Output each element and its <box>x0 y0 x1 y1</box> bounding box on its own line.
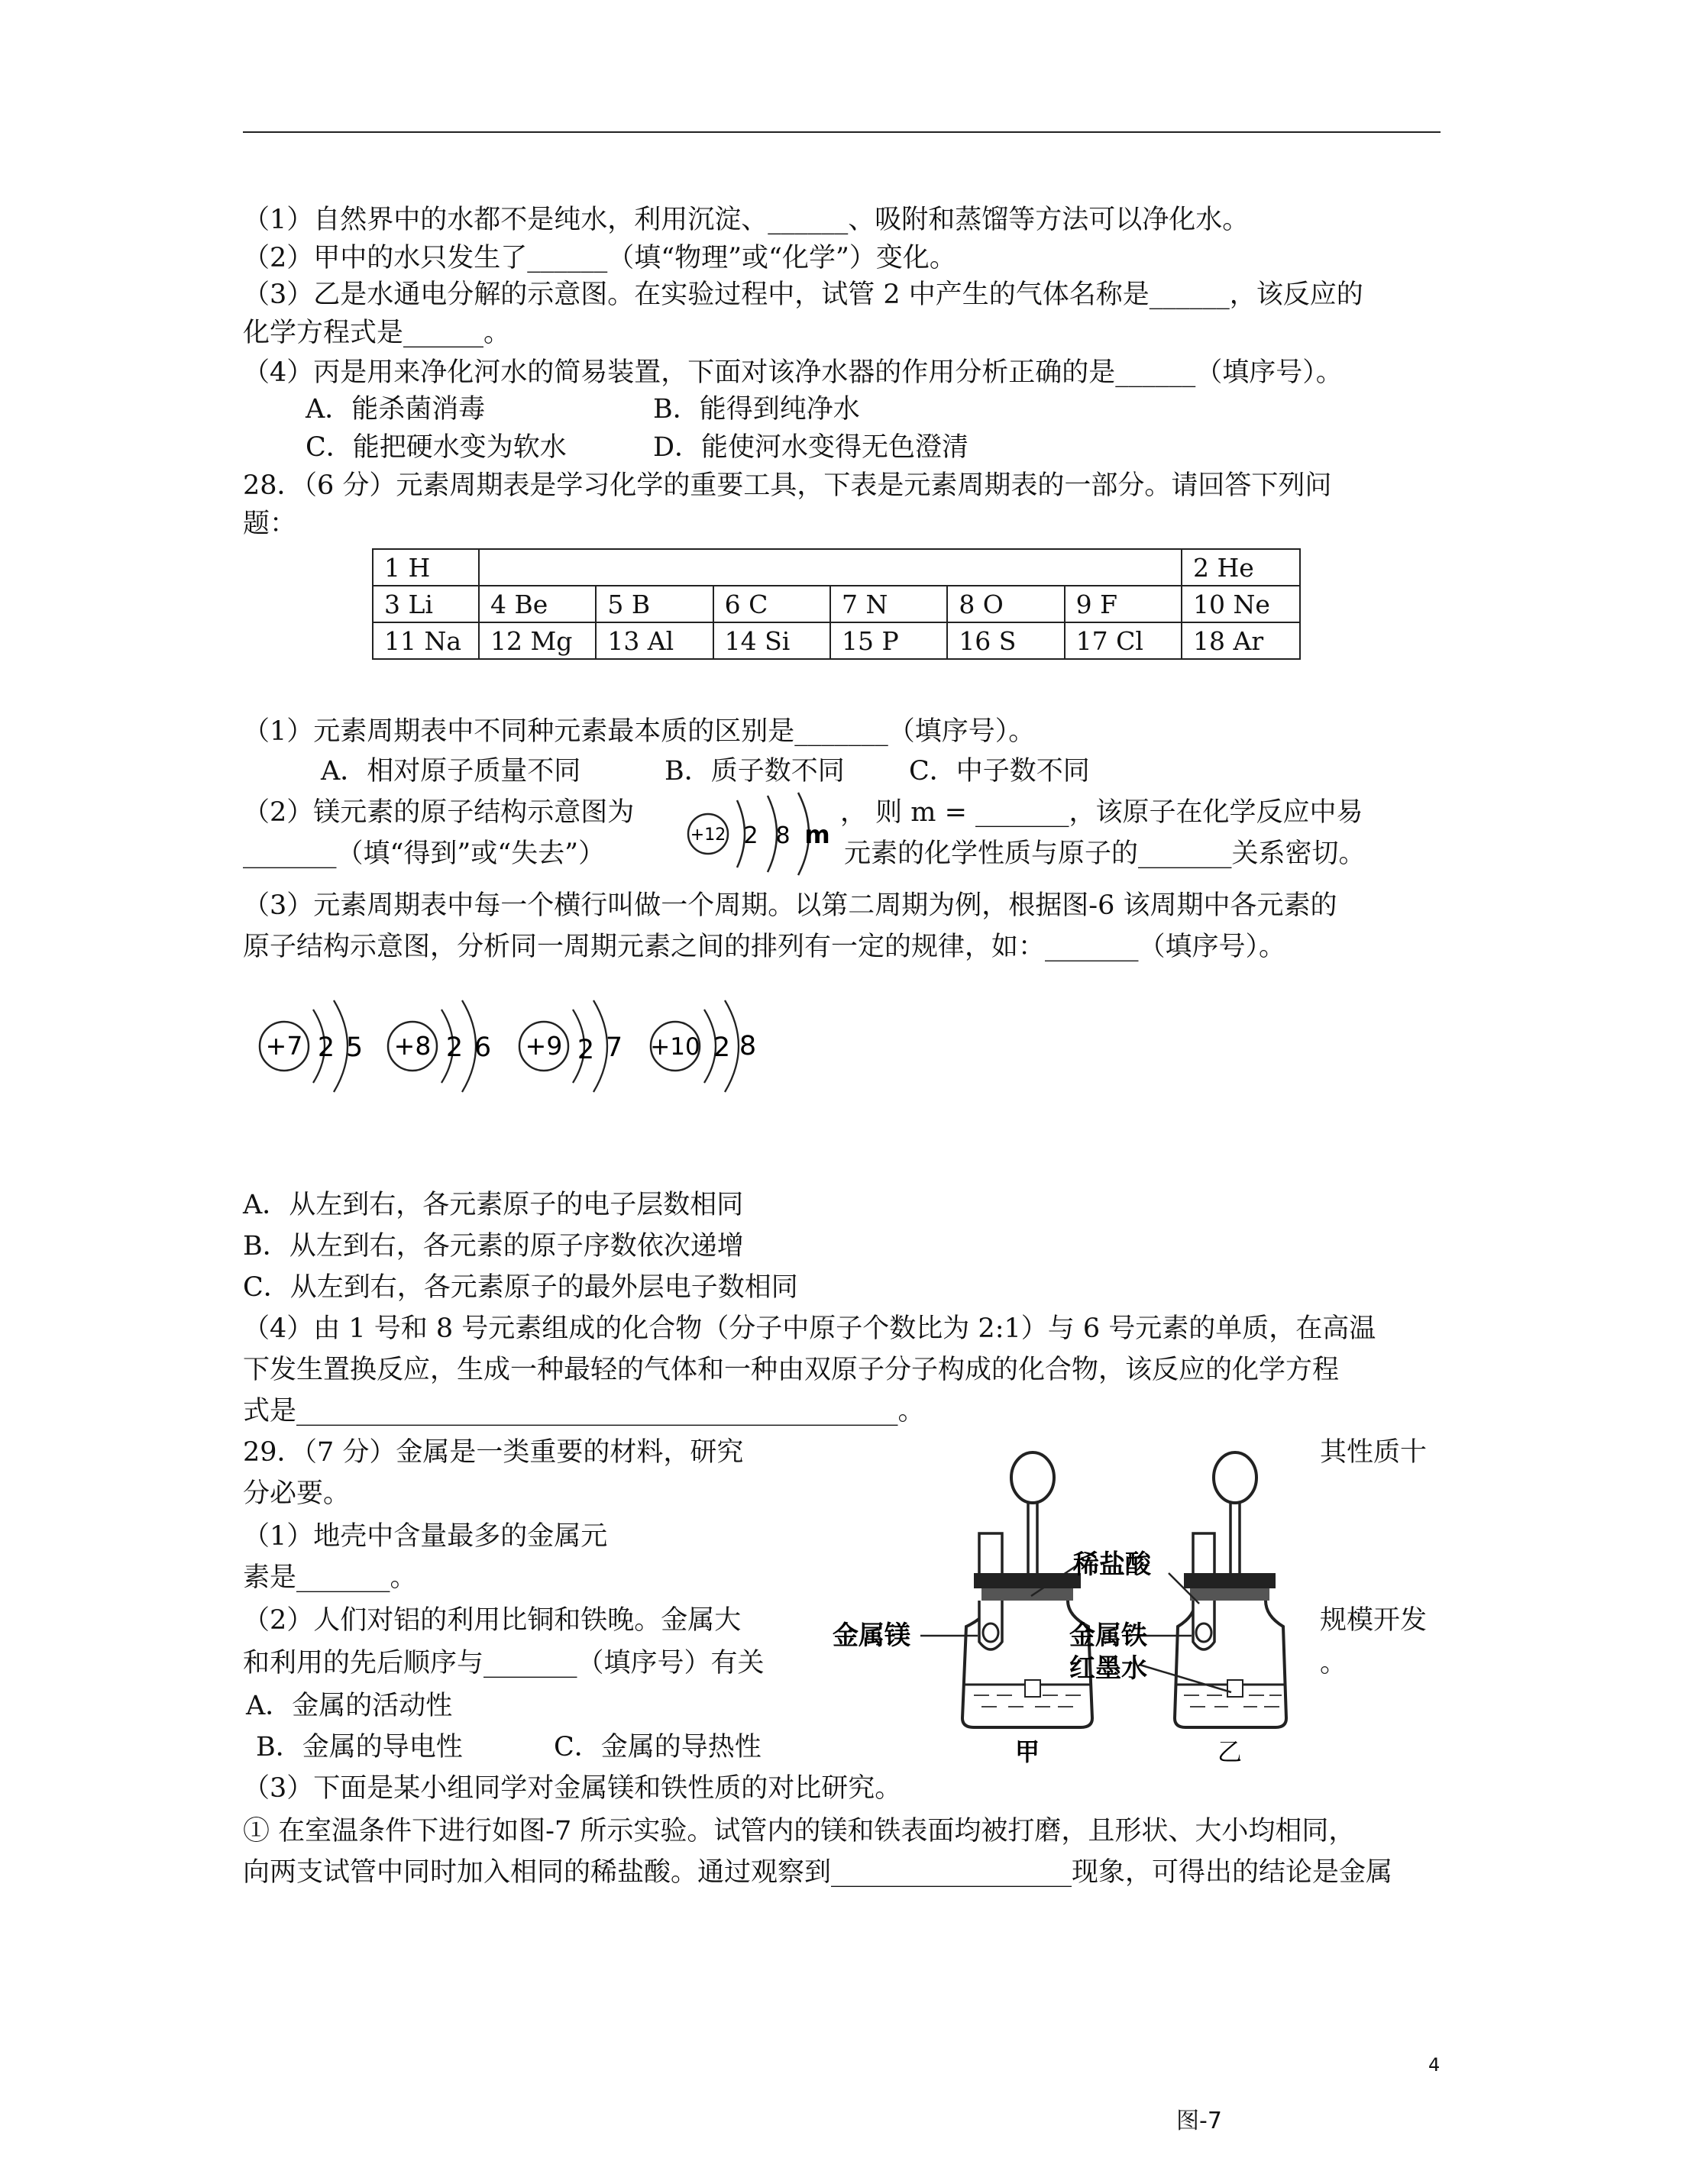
q28-item-3-option-c: C．从左到右，各元素原子的最外层电子数相同 <box>243 1272 798 1303</box>
q29-intro-left: 29．（7 分）金属是一类重要的材料，研究 <box>243 1437 744 1468</box>
dropper-bulb <box>1214 1452 1256 1503</box>
table-row <box>373 586 1300 622</box>
table-cell: 15 P <box>830 622 947 659</box>
q29-intro-right: 其性质十 <box>1320 1437 1428 1468</box>
label-red-ink: 红墨水 <box>1069 1653 1147 1684</box>
dropper-bulb <box>1011 1452 1054 1503</box>
q29-item-2b-left: 和利用的先后顺序与_______（填序号）有关 <box>243 1648 765 1678</box>
table-cell: 17 Cl <box>1065 622 1182 659</box>
q28-item-4c: 式是_____________________________________________。 <box>243 1396 925 1426</box>
atom-shell-count: 2 <box>713 1032 731 1063</box>
atom-ne <box>650 1000 756 1092</box>
atom-o <box>388 1000 491 1092</box>
atom-shell-count: 2 <box>577 1035 595 1065</box>
header-rule <box>243 131 1441 133</box>
table-cell: 13 Al <box>596 622 713 659</box>
atom-nucleus-label: +9 <box>525 1031 563 1061</box>
mg-nucleus-label: +12 <box>690 825 726 845</box>
atom-f <box>519 1000 622 1092</box>
metal-sample <box>1196 1623 1211 1642</box>
q29-item-3-1a: ① 在室温条件下进行如图-7 所示实验。试管内的镁和铁表面均被打磨，且形状、大小均相同， <box>243 1816 1356 1846</box>
q28-item-1-option-b: B．质子数不同 <box>665 756 845 787</box>
table-row <box>373 622 1300 659</box>
q29-item-2b-right: 。 <box>1320 1648 1347 1678</box>
q27-item-2: （2）甲中的水只发生了______（填“物理”或“化学”）变化。 <box>243 243 956 273</box>
atom-shell-count: 2 <box>445 1032 464 1063</box>
mg-shell-count: m <box>804 820 830 849</box>
q28-item-1-option-c: C．中子数不同 <box>909 756 1090 787</box>
q27-item-4: （4）丙是用来净化河水的简易装置，下面对该净水器的作用分析正确的是______（填序号）。 <box>243 357 1343 388</box>
q28-item-3-option-a: A．从左到右，各元素原子的电子层数相同 <box>243 1190 744 1220</box>
label-yi: 乙 <box>1217 1737 1243 1764</box>
atom-nucleus-label: +8 <box>393 1031 432 1061</box>
table-cell: 9 F <box>1065 586 1182 622</box>
q28-item-3a: （3）元素周期表中每一个横行叫做一个周期。以第二周期为例，根据图-6 该周期中各元素的 <box>243 890 1337 921</box>
atom-nucleus-label: +10 <box>650 1033 700 1061</box>
periodic-table <box>372 548 1301 660</box>
q28-item-2b-left: _______（填“得到”或“失去”） <box>243 838 606 869</box>
table-cell: 12 Mg <box>479 622 596 659</box>
table-cell: 8 O <box>947 586 1064 622</box>
q29-item-2a-left: （2）人们对铝的利用比铜和铁晚。金属大 <box>243 1605 742 1636</box>
apparatus-yi <box>1140 1452 1286 1727</box>
figure-caption: 图-7 <box>1176 2108 1222 2134</box>
q29-item-3-1b: 向两支试管中同时加入相同的稀盐酸。通过观察到__________________现象，可得出的结论是金属 <box>243 1857 1393 1888</box>
table-cell: 2 He <box>1182 549 1300 586</box>
stopper <box>974 1573 1081 1588</box>
table-cell: 5 B <box>596 586 713 622</box>
q29-intro-2: 分必要。 <box>243 1478 351 1509</box>
table-cell: 4 Be <box>479 586 596 622</box>
metal-sample <box>983 1623 998 1642</box>
table-cell: 18 Ar <box>1182 622 1300 659</box>
q28-item-2a-left: （2）镁元素的原子结构示意图为 <box>243 797 635 828</box>
test-tube <box>1193 1533 1214 1579</box>
page-number: 4 <box>1428 2054 1441 2076</box>
q27-item-1: （1）自然界中的水都不是纯水，利用沉淀、______、吸附和蒸馏等方法可以净化水。 <box>243 205 1250 235</box>
table-cell: 14 Si <box>713 622 830 659</box>
q28-item-1: （1）元素周期表中不同种元素最本质的区别是_______（填序号）。 <box>243 716 1036 747</box>
q29-item-1a: （1）地壳中含量最多的金属元 <box>243 1521 608 1552</box>
period-2-atoms-diagram <box>248 993 798 1100</box>
q28-item-2a-right: ， 则 m = _______，该原子在化学反应中易 <box>840 797 1363 828</box>
table-cell <box>479 549 1182 586</box>
atom-nucleus-label: +7 <box>265 1031 303 1061</box>
atom-shell-count: 8 <box>739 1031 757 1061</box>
label-magnesium: 金属镁 <box>833 1620 910 1651</box>
atom-shell-count: 7 <box>605 1032 623 1063</box>
label-dilute-hcl: 稀盐酸 <box>1073 1549 1151 1580</box>
q28-item-4a: （4）由 1 号和 8 号元素组成的化合物（分子中原子个数比为 2:1）与 6 号元素的单质，在高温 <box>243 1313 1376 1344</box>
q29-item-1b: 素是_______。 <box>243 1562 417 1593</box>
q27-item-3a: （3）乙是水通电分解的示意图。在实验过程中，试管 2 中产生的气体名称是______，该反应的 <box>243 279 1363 310</box>
stopper <box>1184 1573 1276 1588</box>
q28-item-3b: 原子结构示意图，分析同一周期元素之间的排列有一定的规律，如：_______（填序号）。 <box>243 932 1286 962</box>
q27-item-3b: 化学方程式是______。 <box>243 318 511 348</box>
q29-item-2a-right: 规模开发 <box>1320 1605 1428 1636</box>
table-row <box>373 549 1300 586</box>
table-cell: 11 Na <box>373 622 479 659</box>
q27-option-b: B．能得到纯净水 <box>653 394 860 425</box>
atom-shell-count: 5 <box>345 1032 364 1063</box>
q29-item-2-option-c: C．金属的导热性 <box>554 1732 762 1762</box>
q29-item-2-option-b: B．金属的导电性 <box>256 1732 463 1762</box>
q27-option-d: D．能使河水变得无色澄清 <box>653 432 969 463</box>
q28-intro-1: 28．（6 分）元素周期表是学习化学的重要工具，下表是元素周期表的一部分。请回答下列问 <box>243 470 1332 501</box>
figure-7-apparatus <box>825 1436 1298 1764</box>
q28-item-3-option-b: B．从左到右，各元素的原子序数依次递增 <box>243 1231 744 1262</box>
apparatus-jia <box>920 1452 1092 1727</box>
table-cell: 7 N <box>830 586 947 622</box>
table-cell: 16 S <box>947 622 1064 659</box>
table-cell: 1 H <box>373 549 479 586</box>
table-cell: 3 Li <box>373 586 479 622</box>
q28-intro-2: 题： <box>243 509 297 539</box>
q27-option-a: A．能杀菌消毒 <box>306 394 486 425</box>
q28-item-2b-right: 元素的化学性质与原子的_______关系密切。 <box>844 838 1366 869</box>
label-jia: 甲 <box>1014 1737 1040 1764</box>
q27-option-c: C．能把硬水变为软水 <box>306 432 567 463</box>
mg-shell-count: 8 <box>775 822 791 849</box>
atom-n <box>260 1000 363 1092</box>
bottle <box>1175 1601 1286 1727</box>
test-tube <box>979 1533 1002 1579</box>
mg-atom-diagram <box>684 787 848 878</box>
q28-item-1-option-a: A．相对原子质量不同 <box>321 756 581 787</box>
q29-item-3: （3）下面是某小组同学对金属镁和铁性质的对比研究。 <box>243 1773 902 1804</box>
label-iron: 金属铁 <box>1069 1620 1147 1651</box>
atom-shell-count: 6 <box>474 1032 492 1063</box>
q28-item-4b: 下发生置换反应，生成一种最轻的气体和一种由双原子分子构成的化合物，该反应的化学方程 <box>243 1355 1340 1385</box>
mg-shell-count: 2 <box>743 822 758 849</box>
table-cell: 10 Ne <box>1182 586 1300 622</box>
atom-shell-count: 2 <box>317 1032 335 1063</box>
table-cell: 6 C <box>713 586 830 622</box>
q29-item-2-option-a: A．金属的活动性 <box>246 1691 453 1721</box>
